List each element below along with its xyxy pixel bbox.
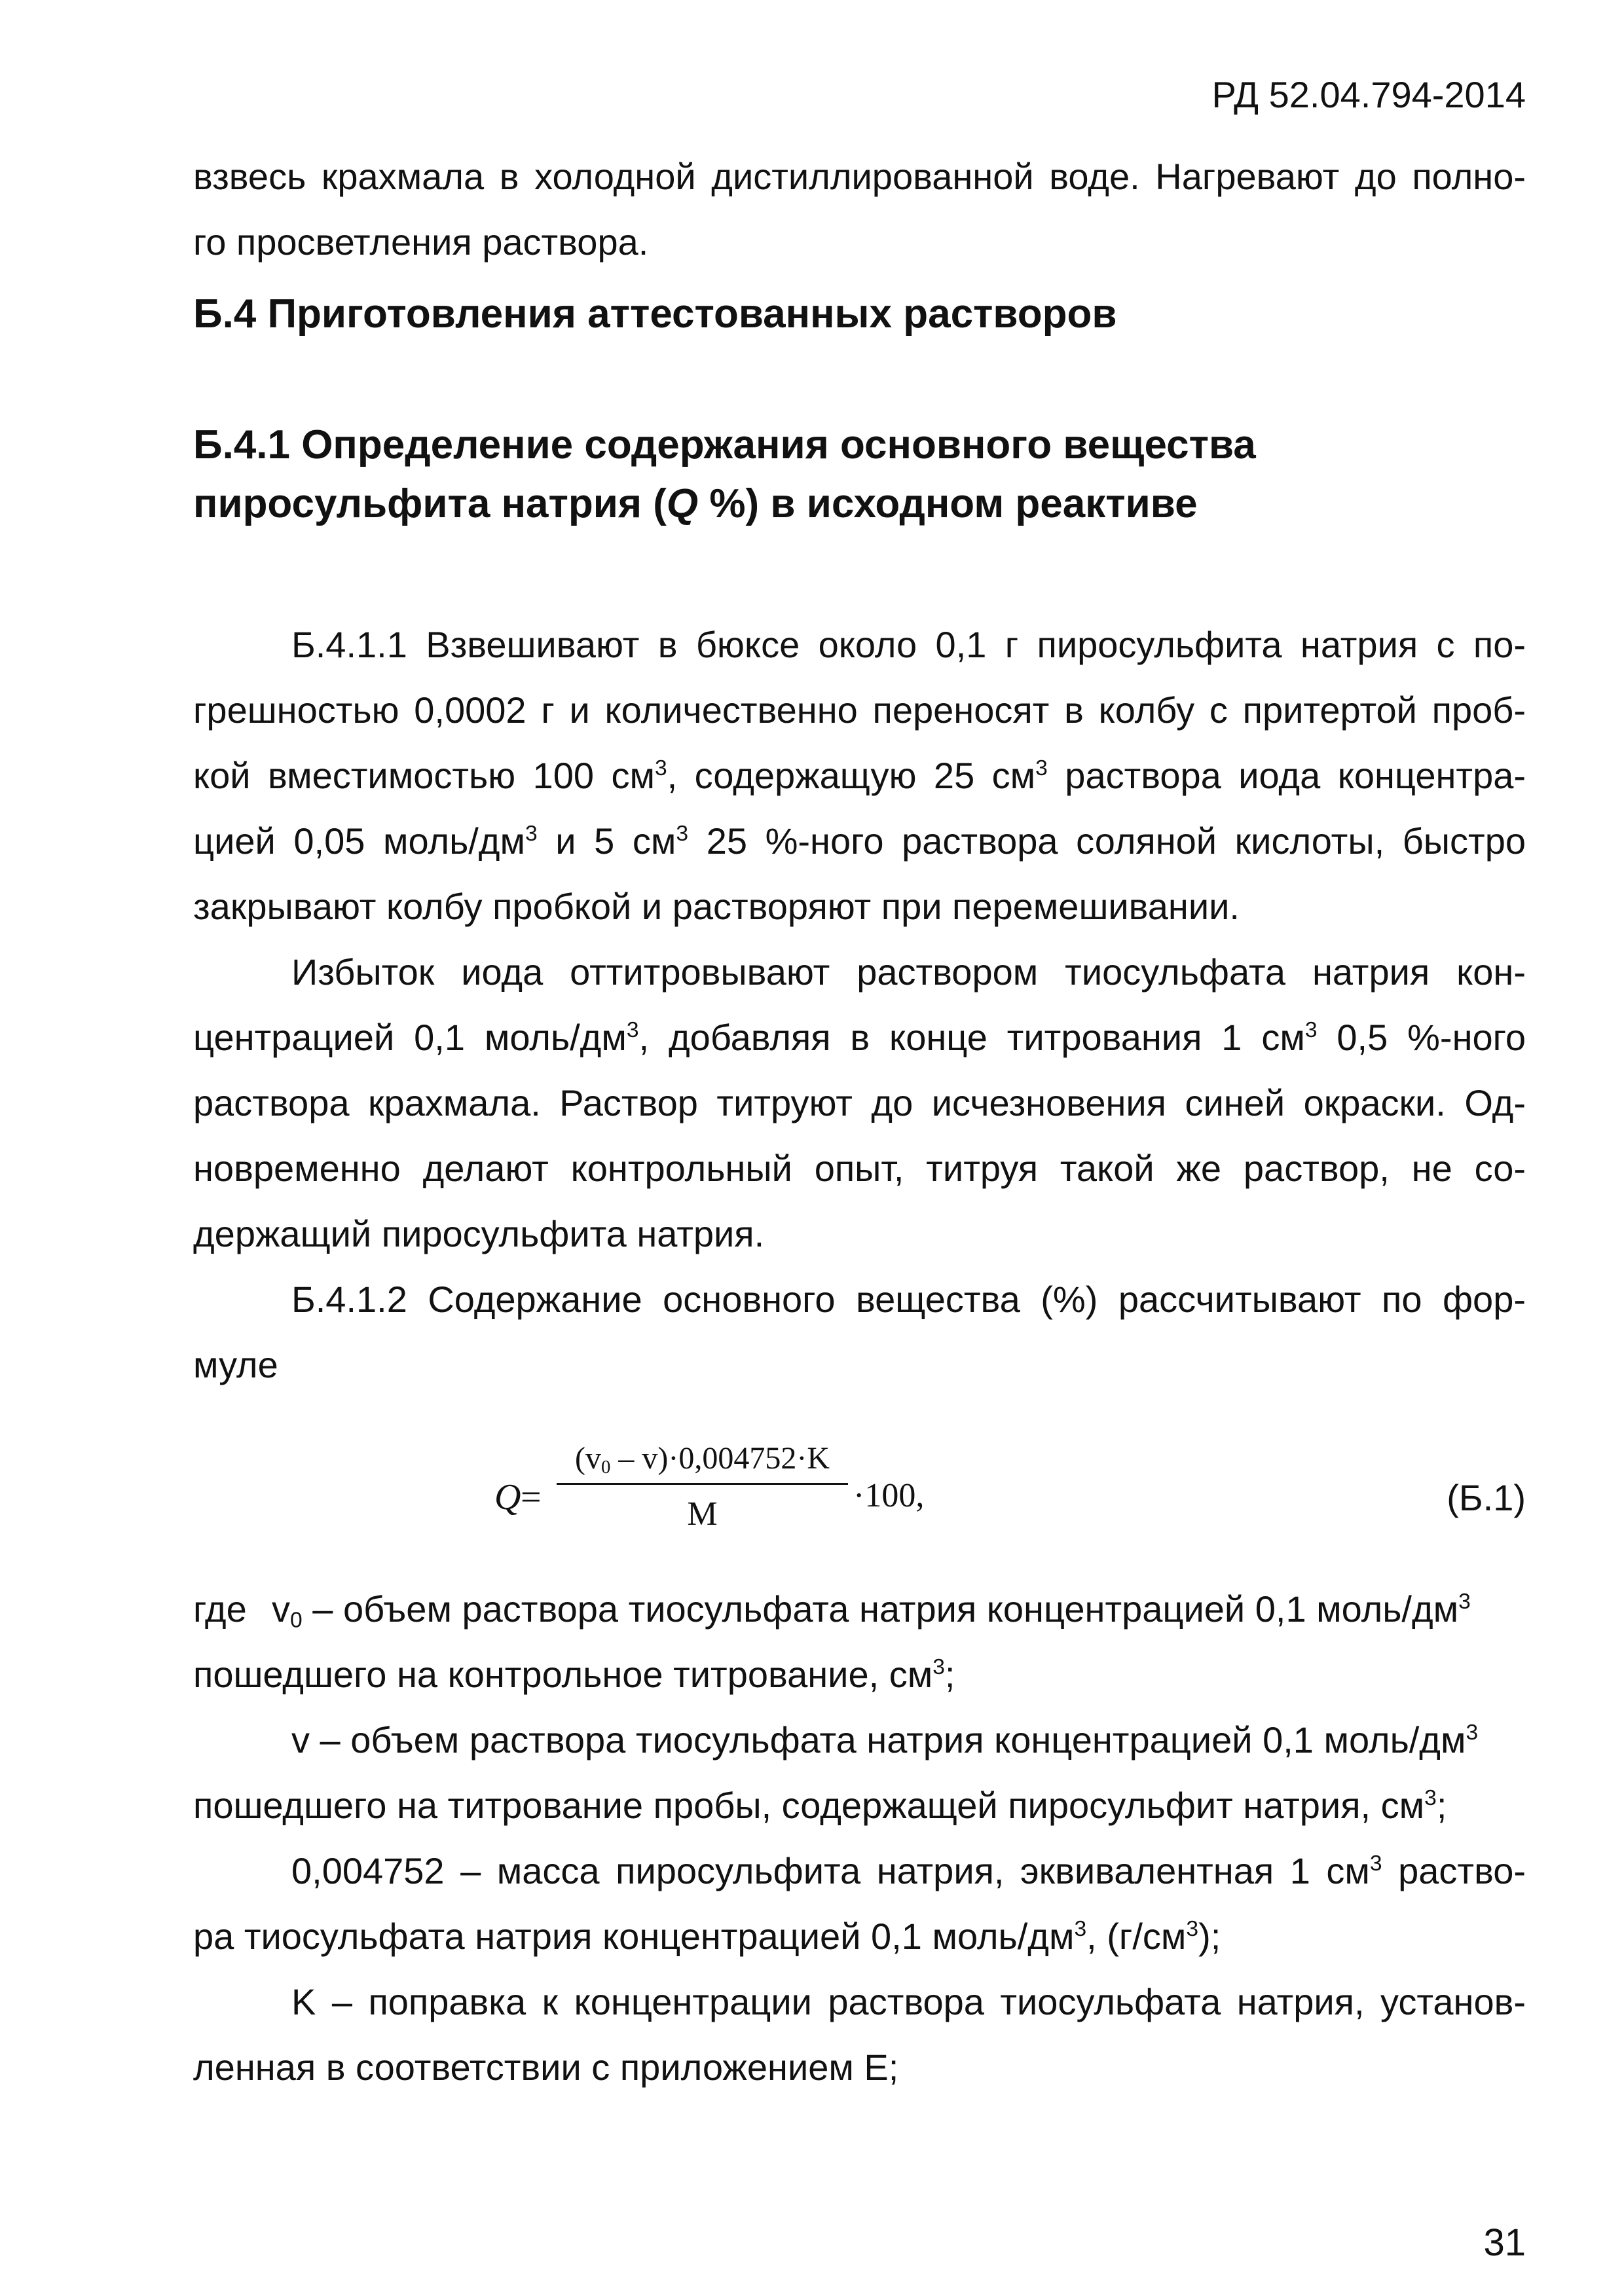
text: раство- <box>1382 1850 1526 1891</box>
heading-q-symbol: Q <box>666 481 699 526</box>
fraction-bar <box>557 1483 848 1485</box>
superscript: 3 <box>1074 1916 1087 1941</box>
text: пошедшего на титрование пробы, содержащей пиросульфит натрия, см <box>193 1785 1425 1826</box>
text: v <box>272 1588 290 1630</box>
formula-numerator <box>557 1440 848 1476</box>
p2-line-5: держащий пиросульфита натрия. <box>193 1213 765 1254</box>
formula-equals: = <box>521 1477 542 1518</box>
text: 0,5 %-ного <box>1317 1017 1526 1058</box>
superscript: 3 <box>654 756 667 780</box>
text: и 5 см <box>537 820 676 862</box>
formula-b1 <box>494 1437 1542 1555</box>
p3-line-1: Б.4.1.2 Содержание основного вещества (%) рассчитывают по фор- <box>291 1279 1526 1320</box>
text: – объем раствора тиосульфата натрия концентрацией 0,1 моль/дм <box>302 1588 1459 1630</box>
text: центрацией 0,1 моль/дм <box>193 1017 627 1058</box>
def2-line-2 <box>193 1779 1526 1832</box>
formula-multiplier: ·100, <box>853 1477 925 1514</box>
superscript: 3 <box>1458 1589 1471 1614</box>
text: ра тиосульфата натрия концентрацией 0,1 моль/дм <box>193 1916 1075 1957</box>
superscript: 3 <box>676 821 689 846</box>
text: ; <box>1436 1785 1447 1826</box>
document-id: РД 52.04.794-2014 <box>1211 74 1526 115</box>
formula-lhs: Q <box>494 1477 521 1518</box>
p2-line-1: Избыток иода оттитровывают раствором тиосульфата натрия кон- <box>291 951 1526 993</box>
superscript: 3 <box>1035 756 1048 780</box>
p2-line-2 <box>193 1011 1526 1064</box>
heading-text: %) в исходном реактиве <box>698 481 1198 526</box>
text: ); <box>1198 1916 1221 1957</box>
text: цией 0,05 моль/дм <box>193 820 525 862</box>
def1-line-1 <box>272 1583 1526 1635</box>
def3-line-2 <box>193 1910 1526 1963</box>
intro-line-1: взвесь крахмала в холодной дистиллированной воде. Нагревают до полно- <box>193 156 1526 197</box>
def4-line-2: ленная в соответствии с приложением Е; <box>193 2047 899 2088</box>
p1-line-5: закрывают колбу пробкой и растворяют при перемешивании. <box>193 886 1240 927</box>
where-label: где <box>193 1588 247 1630</box>
text: (v <box>574 1441 601 1476</box>
superscript: 3 <box>626 1017 639 1042</box>
p1-line-2: грешностью 0,0002 г и количественно переносят в колбу с притертой проб- <box>193 689 1526 731</box>
p1-line-4 <box>193 815 1526 867</box>
heading-text: пиросульфита натрия ( <box>193 481 667 526</box>
def2-line-1 <box>291 1714 1526 1766</box>
superscript: 3 <box>1186 1916 1199 1941</box>
superscript: 3 <box>932 1654 945 1679</box>
intro-line-2: го просветления раствора. <box>193 221 649 263</box>
page-number: 31 <box>1483 2221 1526 2264</box>
text: 0,004752 – масса пиросульфита натрия, эквивалентная 1 см <box>291 1850 1370 1891</box>
text: , (г/см <box>1086 1916 1187 1957</box>
text: пошедшего на контрольное титрование, см <box>193 1654 933 1695</box>
p2-line-3: раствора крахмала. Раствор титруют до исчезновения синей окраски. Од- <box>193 1082 1526 1123</box>
text: 25 %-ного раствора соляной кислоты, быстро <box>688 820 1526 862</box>
section-b41-heading-line-1: Б.4.1 Определение содержания основного вещества <box>193 422 1256 467</box>
text: ; <box>944 1654 955 1695</box>
formula-denominator: M <box>687 1495 718 1533</box>
superscript: 3 <box>1369 1851 1382 1876</box>
text: – v)·0,004752·K <box>610 1441 830 1476</box>
superscript: 3 <box>525 821 538 846</box>
def3-line-1 <box>291 1845 1526 1897</box>
def1-line-2 <box>193 1649 1526 1701</box>
section-b41-heading-line-2 <box>193 478 1198 530</box>
text: v – объем раствора тиосульфата натрия концентрацией 0,1 моль/дм <box>291 1719 1466 1760</box>
p1-line-3 <box>193 750 1526 802</box>
section-b4-heading: Б.4 Приготовления аттестованных растворов <box>193 291 1117 337</box>
text: , добавляя в конце титрования 1 см <box>638 1017 1305 1058</box>
text: раствора иода концентра- <box>1047 755 1526 796</box>
def4-line-1: K – поправка к концентрации раствора тиосульфата натрия, установ- <box>291 1981 1526 2022</box>
formula-reference: (Б.1) <box>1447 1477 1526 1518</box>
p3-line-2: муле <box>193 1344 278 1385</box>
superscript: 3 <box>1424 1785 1437 1810</box>
subscript: 0 <box>290 1608 303 1633</box>
superscript: 3 <box>1466 1720 1479 1745</box>
subscript: 0 <box>600 1457 611 1478</box>
text: кой вместимостью 100 см <box>193 755 655 796</box>
p2-line-4: новременно делают контрольный опыт, титруя такой же раствор, не со- <box>193 1148 1526 1189</box>
text: , содержащую 25 см <box>667 755 1036 796</box>
p1-line-1: Б.4.1.1 Взвешивают в бюксе около 0,1 г пиросульфита натрия с по- <box>291 624 1526 665</box>
superscript: 3 <box>1304 1017 1318 1042</box>
